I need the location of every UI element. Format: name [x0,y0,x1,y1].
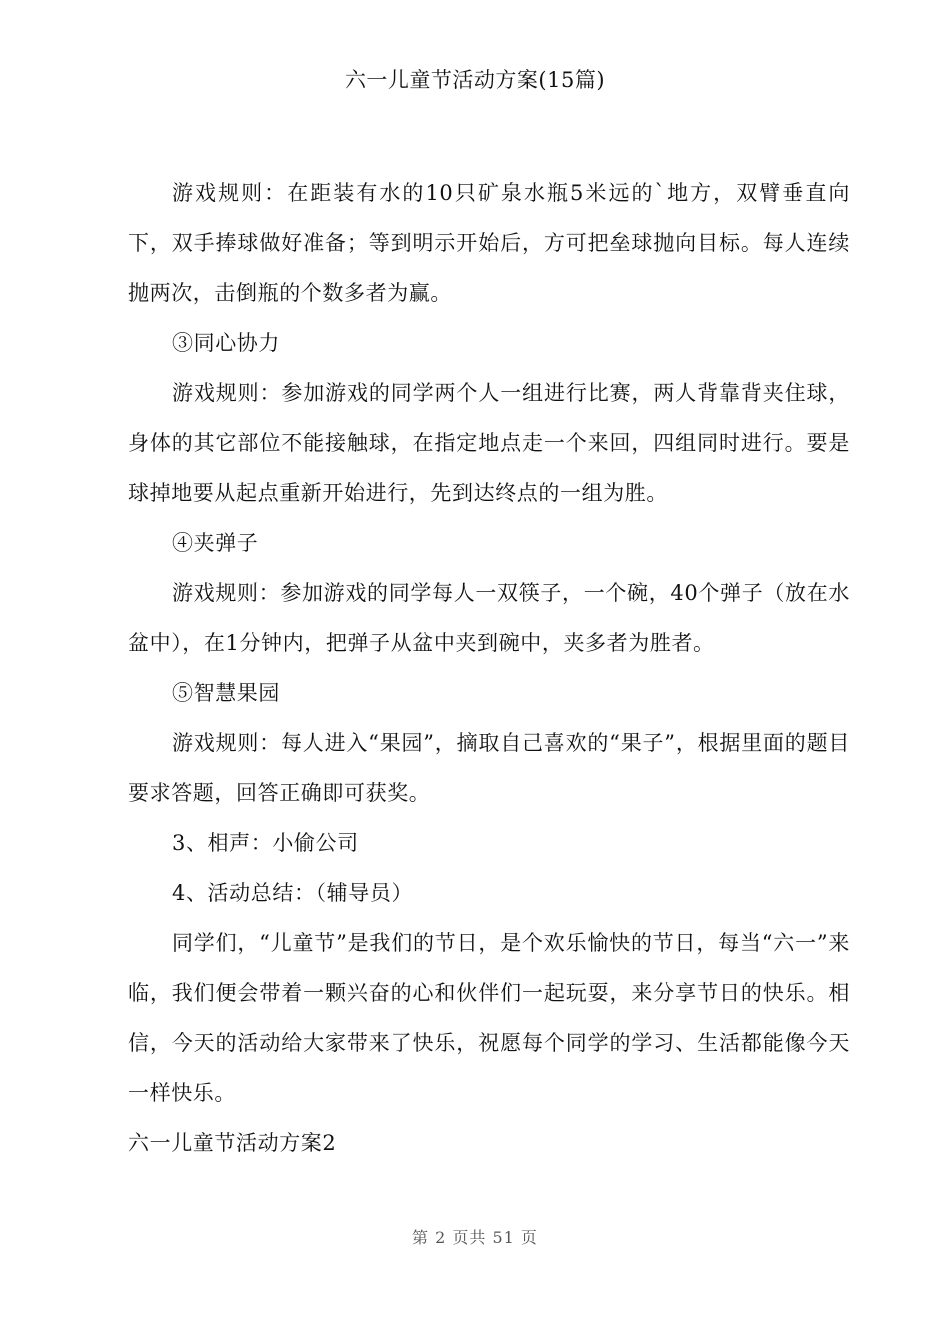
item-summary: 4、活动总结：（辅导员） [172,881,414,905]
paragraph-closing: 同学们，“儿童节”是我们的节日，是个欢乐愉快的节日，每当“六一”来临，我们便会带着一颗兴奋的心和伙伴们一起玩耍，来分享节日的快乐。相信，今天的活动给大家带来了快乐，祝愿每个同学的学习、生活都能像今天一样快乐。 [128,931,850,1105]
paragraph-game-rules-orchard: 游戏规则：每人进入“果园”，摘取自己喜欢的“果子”，根据里面的题目要求答题，回答正确即可获奖。 [128,731,850,805]
paragraph-game-rules-teamwork: 游戏规则：参加游戏的同学两个人一组进行比赛，两人背靠背夹住球，身体的其它部位不能接触球，在指定地点走一个来回，四组同时进行。要是球掉地要从起点重新开始进行，先到达终点的一组为胜。 [128,381,850,505]
item-heading-orchard: ⑤智慧果园 [172,681,280,705]
document-title: 六一儿童节活动方案(15篇) [344,68,606,92]
item-crosstalk: 3、相声：小偷公司 [172,831,359,855]
item-heading-teamwork: ③同心协力 [172,331,280,355]
page-footer: 第 2 页共 51 页 [412,1228,538,1247]
section-heading-plan-2: 六一儿童节活动方案2 [128,1131,337,1155]
item-heading-marbles: ④夹弹子 [172,531,259,555]
paragraph-game-rules-marbles: 游戏规则：参加游戏的同学每人一双筷子，一个碗，40个弹子（放在水盆中），在1分钟内，把弹子从盆中夹到碗中，夹多者为胜者。 [128,581,850,655]
paragraph-game-rules-throw: 游戏规则：在距装有水的10只矿泉水瓶5米远的`地方，双臂垂直向下，双手捧球做好准备；等到明示开始后，方可把垒球抛向目标。每人连续抛两次，击倒瓶的个数多者为赢。 [128,181,850,305]
document-body [128,168,850,1168]
